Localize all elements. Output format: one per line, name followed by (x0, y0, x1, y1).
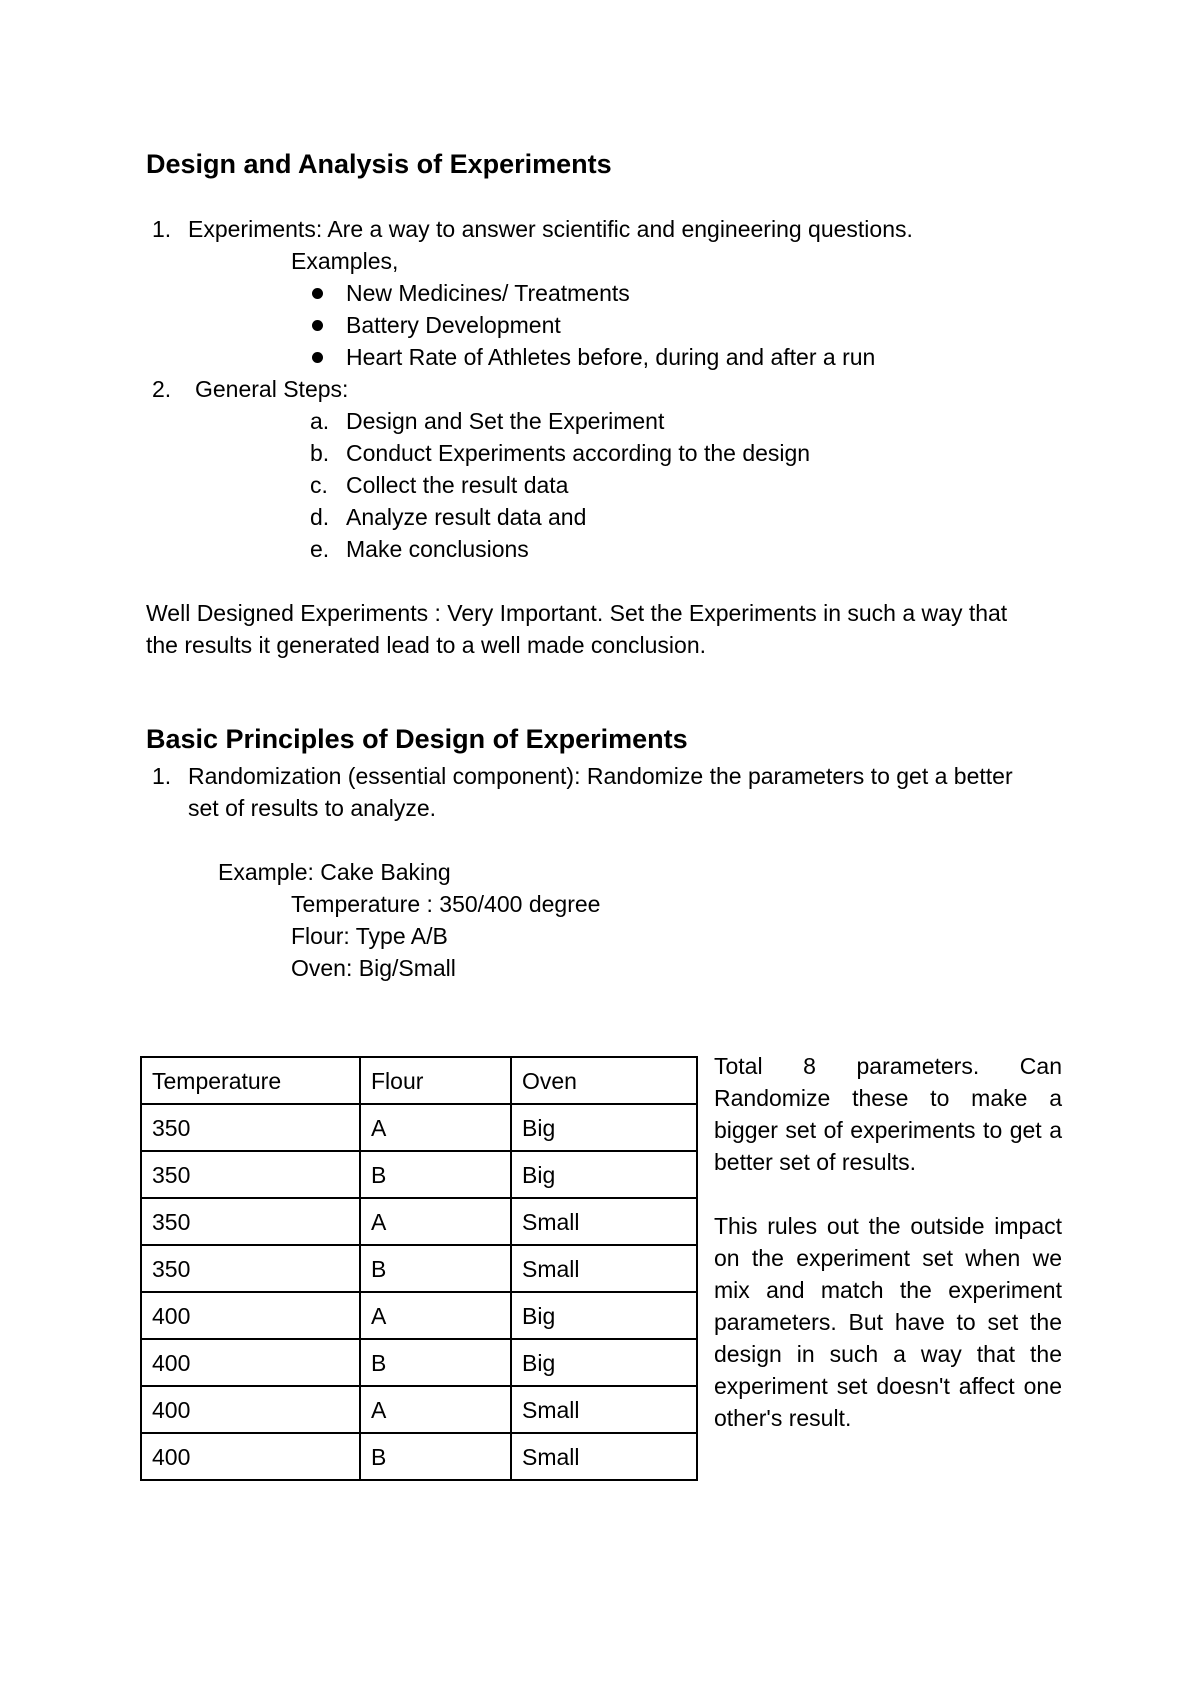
table-cell: 350 (141, 1198, 360, 1245)
table-header-cell: Oven (511, 1057, 697, 1104)
bullet-icon (312, 352, 323, 363)
bullet-item: New Medicines/ Treatments (346, 280, 630, 306)
table-row (141, 1433, 697, 1480)
step-item: Analyze result data and (346, 504, 587, 530)
step-item: Make conclusions (346, 536, 529, 562)
step-letter: d. (310, 504, 330, 530)
table-cell: 400 (141, 1339, 360, 1386)
paragraph-line: Well Designed Experiments : Very Important. Set the Experiments in such a way that (146, 600, 1008, 626)
table-row (141, 1292, 697, 1339)
table-cell: 400 (141, 1433, 360, 1480)
table-cell: B (360, 1245, 511, 1292)
side-note-parameters: Total 8 parameters. Can Randomize these to make a bigger set of experiments to get a better set of results. (714, 1053, 1062, 1175)
table-cell: A (360, 1198, 511, 1245)
table-cell: Small (511, 1198, 697, 1245)
table-header-cell: Temperature (141, 1057, 360, 1104)
bullet-item: Heart Rate of Athletes before, during and after a run (346, 344, 876, 370)
step-item: Collect the result data (346, 472, 569, 498)
experiment-table (140, 1056, 698, 1481)
section-title-design-analysis: Design and Analysis of Experiments (146, 149, 612, 179)
examples-label: Examples, (291, 248, 399, 274)
bullet-icon (312, 320, 323, 331)
step-item: Design and Set the Experiment (346, 408, 665, 434)
table-cell: Big (511, 1339, 697, 1386)
bullet-icon (312, 288, 323, 299)
step-letter: c. (310, 472, 328, 498)
table-cell: Small (511, 1386, 697, 1433)
table-cell: 350 (141, 1104, 360, 1151)
table-cell: A (360, 1386, 511, 1433)
list-number: 1. (152, 763, 172, 789)
step-letter: a. (310, 408, 330, 434)
list-item-general-steps: General Steps: (195, 376, 349, 402)
table-row (141, 1104, 697, 1151)
table-cell: Big (511, 1104, 697, 1151)
table-row (141, 1245, 697, 1292)
table-cell: Small (511, 1245, 697, 1292)
paragraph-line: the results it generated lead to a well made conclusion. (146, 632, 706, 658)
list-item-randomization-cont: set of results to analyze. (188, 795, 437, 821)
table-cell: A (360, 1104, 511, 1151)
section-title-basic-principles: Basic Principles of Design of Experiments (146, 724, 688, 754)
example-line: Temperature : 350/400 degree (291, 891, 601, 917)
table-cell: 350 (141, 1245, 360, 1292)
table-cell: B (360, 1339, 511, 1386)
side-note-rules: This rules out the outside impact on the experiment set when we mix and match the experiment parameters. But have to set the design in such a way that the experiment set doesn't affect one other's result. (714, 1213, 1062, 1431)
step-letter: e. (310, 536, 330, 562)
list-number: 2. (152, 376, 172, 402)
table-cell: A (360, 1292, 511, 1339)
example-line: Oven: Big/Small (291, 955, 456, 981)
table-row (141, 1151, 697, 1198)
table-cell: 400 (141, 1386, 360, 1433)
table-cell: Big (511, 1292, 697, 1339)
table-row (141, 1339, 697, 1386)
table-cell: Small (511, 1433, 697, 1480)
table-header-row (141, 1057, 697, 1104)
example-label: Example: Cake Baking (218, 859, 451, 885)
table-cell: B (360, 1433, 511, 1480)
list-number: 1. (152, 216, 172, 242)
step-letter: b. (310, 440, 330, 466)
table-cell: B (360, 1151, 511, 1198)
list-item-randomization: Randomization (essential component): Randomize the parameters to get a better (188, 763, 1013, 789)
bullet-item: Battery Development (346, 312, 561, 338)
table-header-cell: Flour (360, 1057, 511, 1104)
table-cell: 400 (141, 1292, 360, 1339)
table-cell: Big (511, 1151, 697, 1198)
step-item: Conduct Experiments according to the design (346, 440, 811, 466)
table-row (141, 1198, 697, 1245)
example-line: Flour: Type A/B (291, 923, 448, 949)
list-item-experiments: Experiments: Are a way to answer scientific and engineering questions. (188, 216, 913, 242)
table-row (141, 1386, 697, 1433)
table-cell: 350 (141, 1151, 360, 1198)
